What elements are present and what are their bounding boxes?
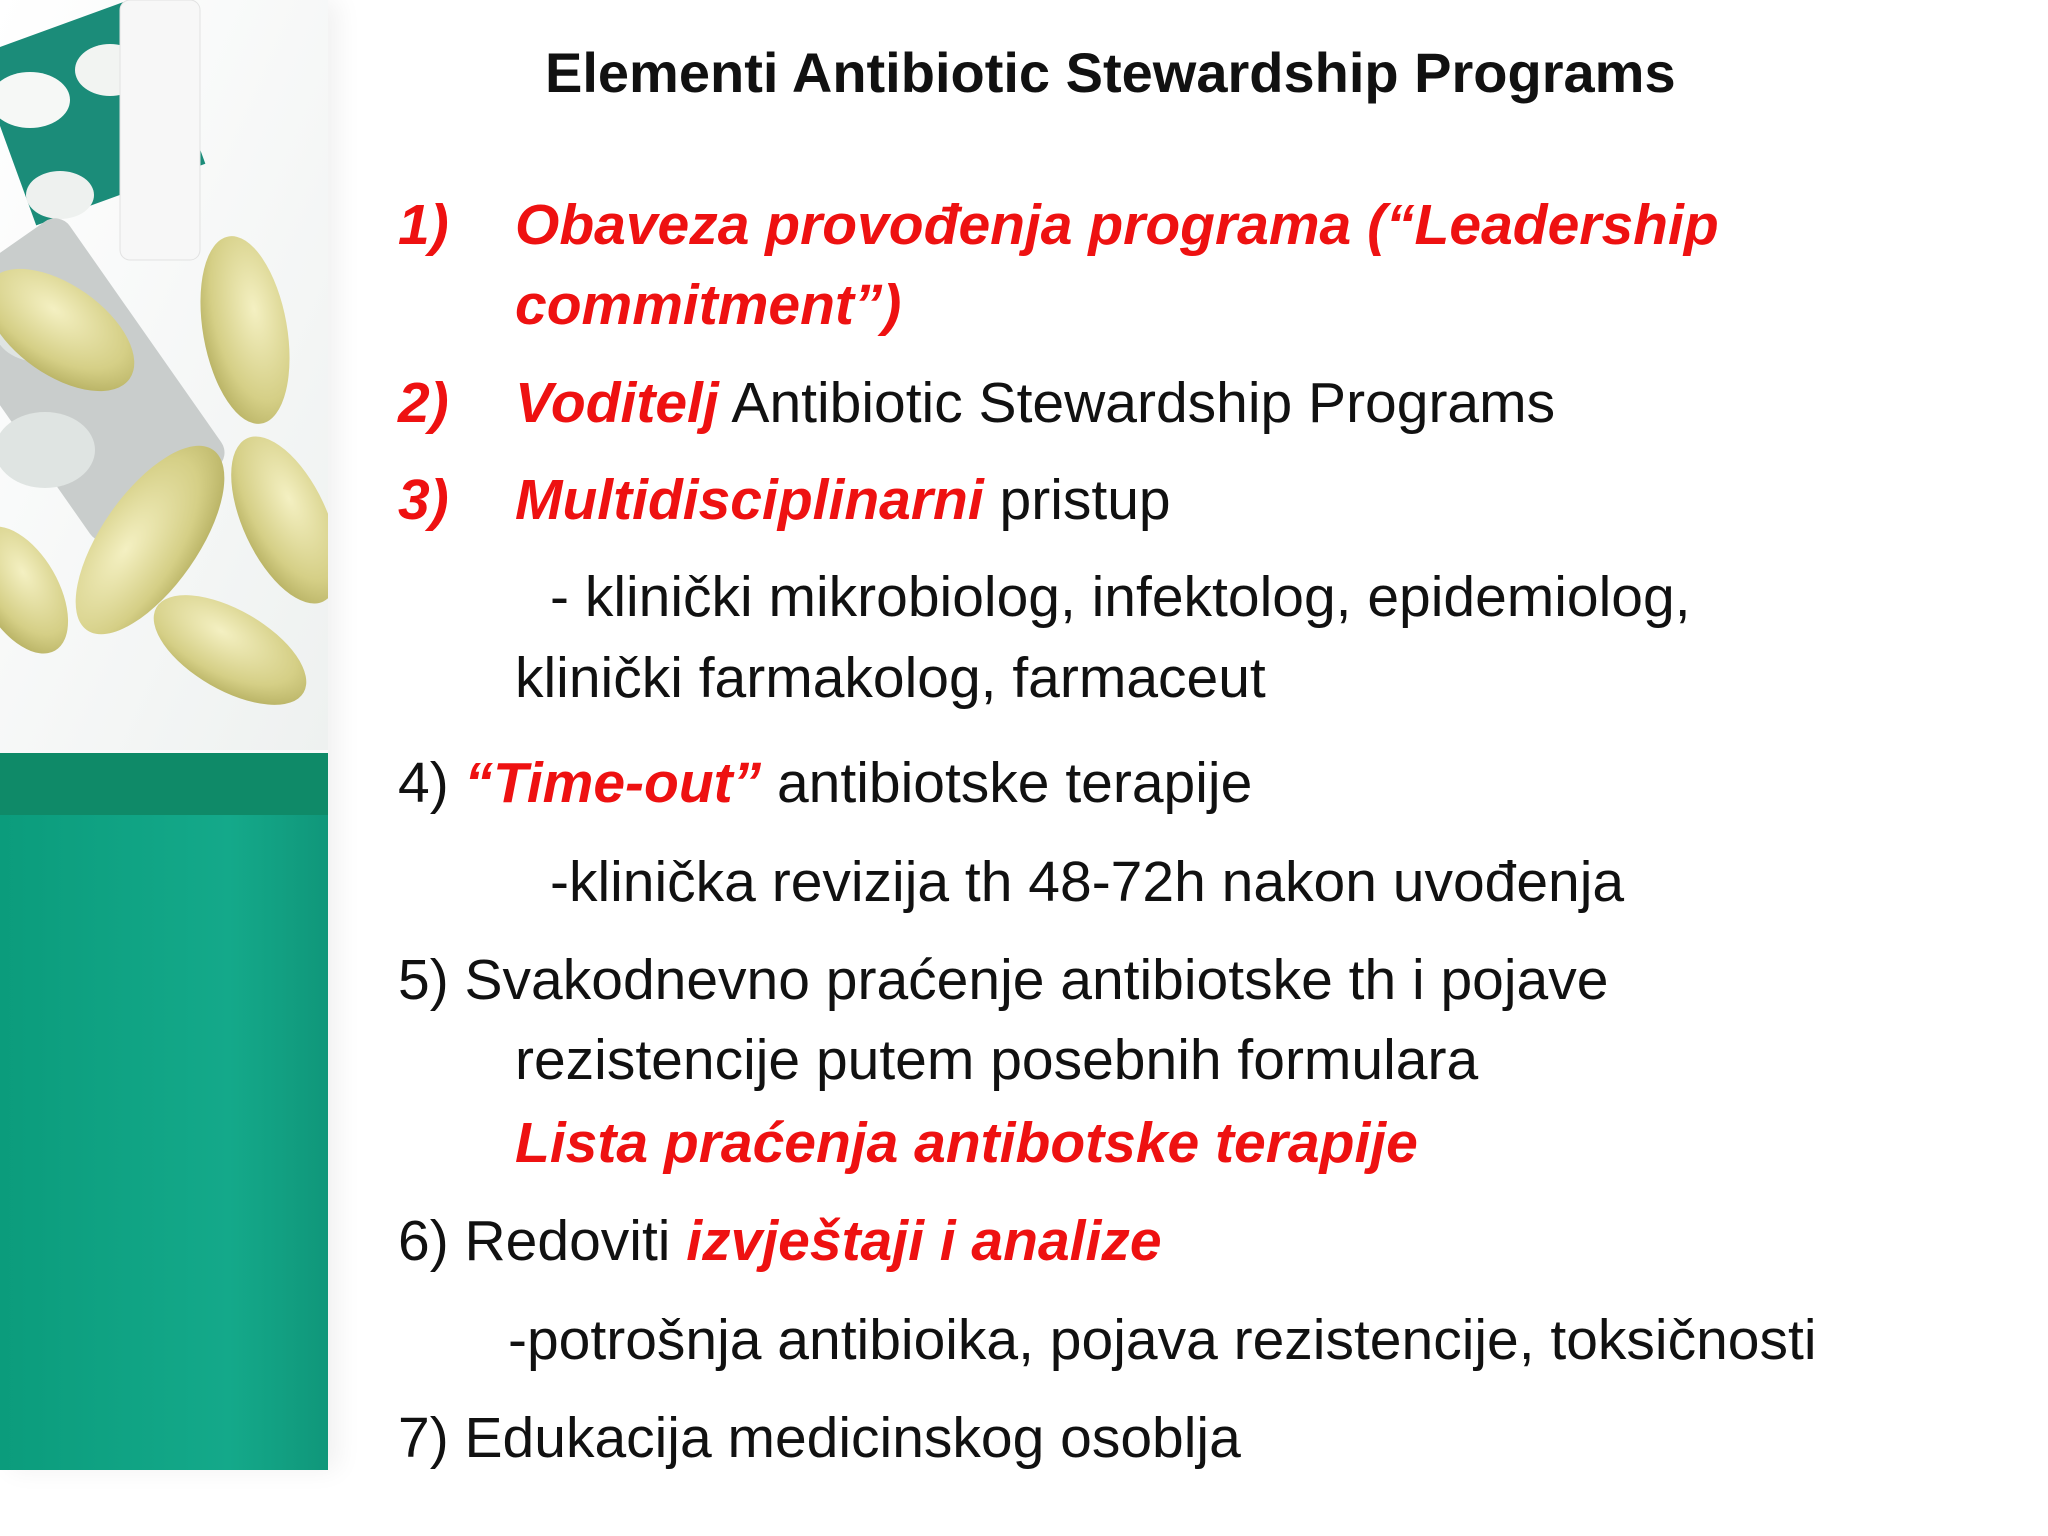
item-text: Antibiotic Stewardship Programs	[718, 371, 1556, 435]
green-bar	[0, 815, 328, 1470]
list-item-1	[398, 190, 449, 260]
item-emphasis: Voditelj	[515, 371, 719, 435]
green-stripe	[0, 753, 328, 815]
sub-item-6: -potrošnja antibioika, pojava rezistencije, toksičnosti	[508, 1308, 1817, 1372]
item-text: 6) Redoviti	[398, 1209, 687, 1273]
slide-title: Elementi Antibiotic Stewardship Programs	[545, 41, 1676, 104]
item-emphasis: Multidisciplinarni	[515, 468, 984, 532]
list-item-7: 7) Edukacija medicinskog osoblja	[398, 1406, 1241, 1470]
list-item-1-cont	[515, 270, 901, 340]
item-emphasis: “Time-out”	[464, 751, 762, 815]
item-emphasis: Obaveza provođenja programa (“Leadership	[515, 193, 1719, 257]
list-item-5-emphasis	[515, 1108, 1418, 1178]
item-text: antibiotske terapije	[761, 751, 1253, 815]
sub-item-4: -klinička revizija th 48-72h nakon uvođenja	[550, 850, 1625, 914]
item-emphasis-cont: commitment”)	[515, 273, 902, 337]
item-emphasis: Lista praćenja antibotske terapije	[515, 1111, 1418, 1175]
list-item-3-text	[515, 465, 1171, 535]
item-emphasis: izvještaji i analize	[686, 1209, 1162, 1273]
item-number: 1)	[398, 193, 449, 257]
side-panel	[0, 0, 328, 1470]
list-item-6	[398, 1206, 1162, 1276]
list-item-3	[398, 465, 449, 535]
list-item-5: 5) Svakodnevno praćenje antibiotske th i pojave	[398, 948, 1609, 1012]
item-text: pristup	[983, 468, 1171, 532]
list-item-2	[398, 368, 449, 438]
pills-photo-icon	[0, 0, 328, 750]
item-number: 2)	[398, 371, 449, 435]
list-item-1-text	[515, 190, 1719, 260]
sub-item-3a: - klinički mikrobiolog, infektolog, epidemiolog,	[550, 565, 1691, 629]
item-number: 4)	[398, 751, 465, 815]
list-item-4	[398, 748, 1252, 818]
list-item-2-text	[515, 368, 1555, 438]
list-item-5-cont: rezistencije putem posebnih formulara	[515, 1028, 1479, 1092]
sub-item-3b: klinički farmakolog, farmaceut	[515, 646, 1266, 710]
item-number: 3)	[398, 468, 449, 532]
